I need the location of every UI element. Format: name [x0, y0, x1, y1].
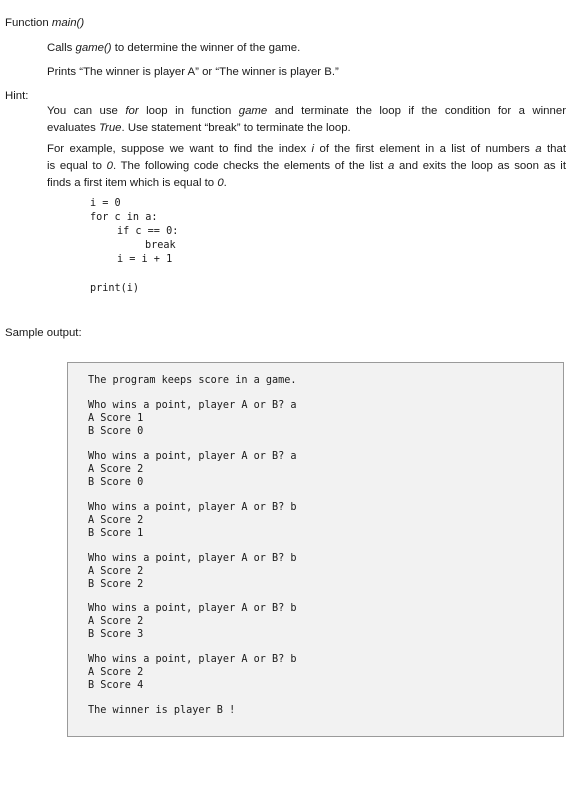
- p1-for: for: [125, 105, 139, 117]
- p2-l1-c: that: [541, 143, 566, 155]
- p2-l3-b: .: [223, 177, 227, 189]
- round-6-question: Who wins a point, player A or B? b: [88, 654, 297, 665]
- hint-paragraph-2: [47, 141, 566, 192]
- round-4-score-a: A Score 2: [88, 566, 144, 577]
- round-5-question: Who wins a point, player A or B? b: [88, 603, 297, 614]
- sample-output-box: [67, 362, 564, 737]
- winner-line: The winner is player B !: [88, 705, 236, 716]
- round-3-score-a: A Score 2: [88, 515, 144, 526]
- p2-l3-zero: 0: [217, 177, 224, 189]
- round-3-score-b: B Score 1: [88, 528, 144, 539]
- p2-l1-a: For example, suppose we want to find the index: [47, 143, 312, 155]
- round-1-score-b: B Score 0: [88, 426, 144, 437]
- p1-b: loop in function: [138, 105, 239, 117]
- p1-true: True: [98, 122, 122, 134]
- sample-output-label: Sample output:: [5, 327, 82, 339]
- p1-a: You can use: [47, 105, 126, 117]
- code-line-5: i = i + 1: [117, 254, 173, 265]
- round-4-question: Who wins a point, player A or B? b: [88, 553, 297, 564]
- p2-l1-i: i: [311, 143, 315, 155]
- desc1-rest: to determine the winner of the game.: [111, 42, 301, 54]
- round-2-question: Who wins a point, player A or B? a: [88, 451, 297, 462]
- main-description-1: [47, 41, 300, 55]
- p2-l2-a2: a: [388, 160, 395, 172]
- round-2-score-b: B Score 0: [88, 477, 144, 488]
- p2-l3-a: finds a first item which is equal to: [47, 177, 218, 189]
- p2-l2-b: . The following code checks the elements of the list: [112, 160, 389, 172]
- desc1-func-name: game(): [75, 42, 112, 54]
- code-line-4: break: [145, 240, 176, 251]
- round-3-question: Who wins a point, player A or B? b: [88, 502, 297, 513]
- round-1-question: Who wins a point, player A or B? a: [88, 400, 297, 411]
- hint-label: Hint:: [5, 90, 29, 102]
- p1-game: game: [238, 105, 268, 117]
- p2-l1-a2: a: [535, 143, 542, 155]
- sample-intro: The program keeps score in a game.: [88, 375, 297, 386]
- p1-d: evaluates: [47, 122, 99, 134]
- round-5-score-a: A Score 2: [88, 616, 144, 627]
- code-line-3: if c == 0:: [117, 226, 179, 237]
- desc1-prefix: Calls: [47, 42, 76, 54]
- round-6-score-a: A Score 2: [88, 667, 144, 678]
- p1-c: and terminate the loop if the condition for a winner: [267, 105, 566, 117]
- function-name: main(): [51, 17, 85, 29]
- p2-l2-c: and exits the loop as soon as it: [394, 160, 566, 172]
- p2-l2-a: is equal to: [47, 160, 107, 172]
- function-heading: [5, 16, 84, 30]
- main-description-2: Prints “The winner is player A” or “The winner is player B.”: [47, 66, 339, 78]
- round-4-score-b: B Score 2: [88, 579, 144, 590]
- code-line-6: print(i): [90, 283, 140, 294]
- code-line-2: for c in a:: [90, 212, 158, 223]
- round-1-score-a: A Score 1: [88, 413, 144, 424]
- p1-e: . Use statement “break” to terminate the loop.: [121, 122, 351, 134]
- function-heading-prefix: Function: [5, 17, 52, 29]
- hint-paragraph-1: [47, 103, 566, 137]
- code-line-1: i = 0: [90, 198, 121, 209]
- p2-l1-b: of the first element in a list of numbers: [314, 143, 536, 155]
- p2-l2-zero: 0: [106, 160, 113, 172]
- round-5-score-b: B Score 3: [88, 629, 144, 640]
- round-6-score-b: B Score 4: [88, 680, 144, 691]
- round-2-score-a: A Score 2: [88, 464, 144, 475]
